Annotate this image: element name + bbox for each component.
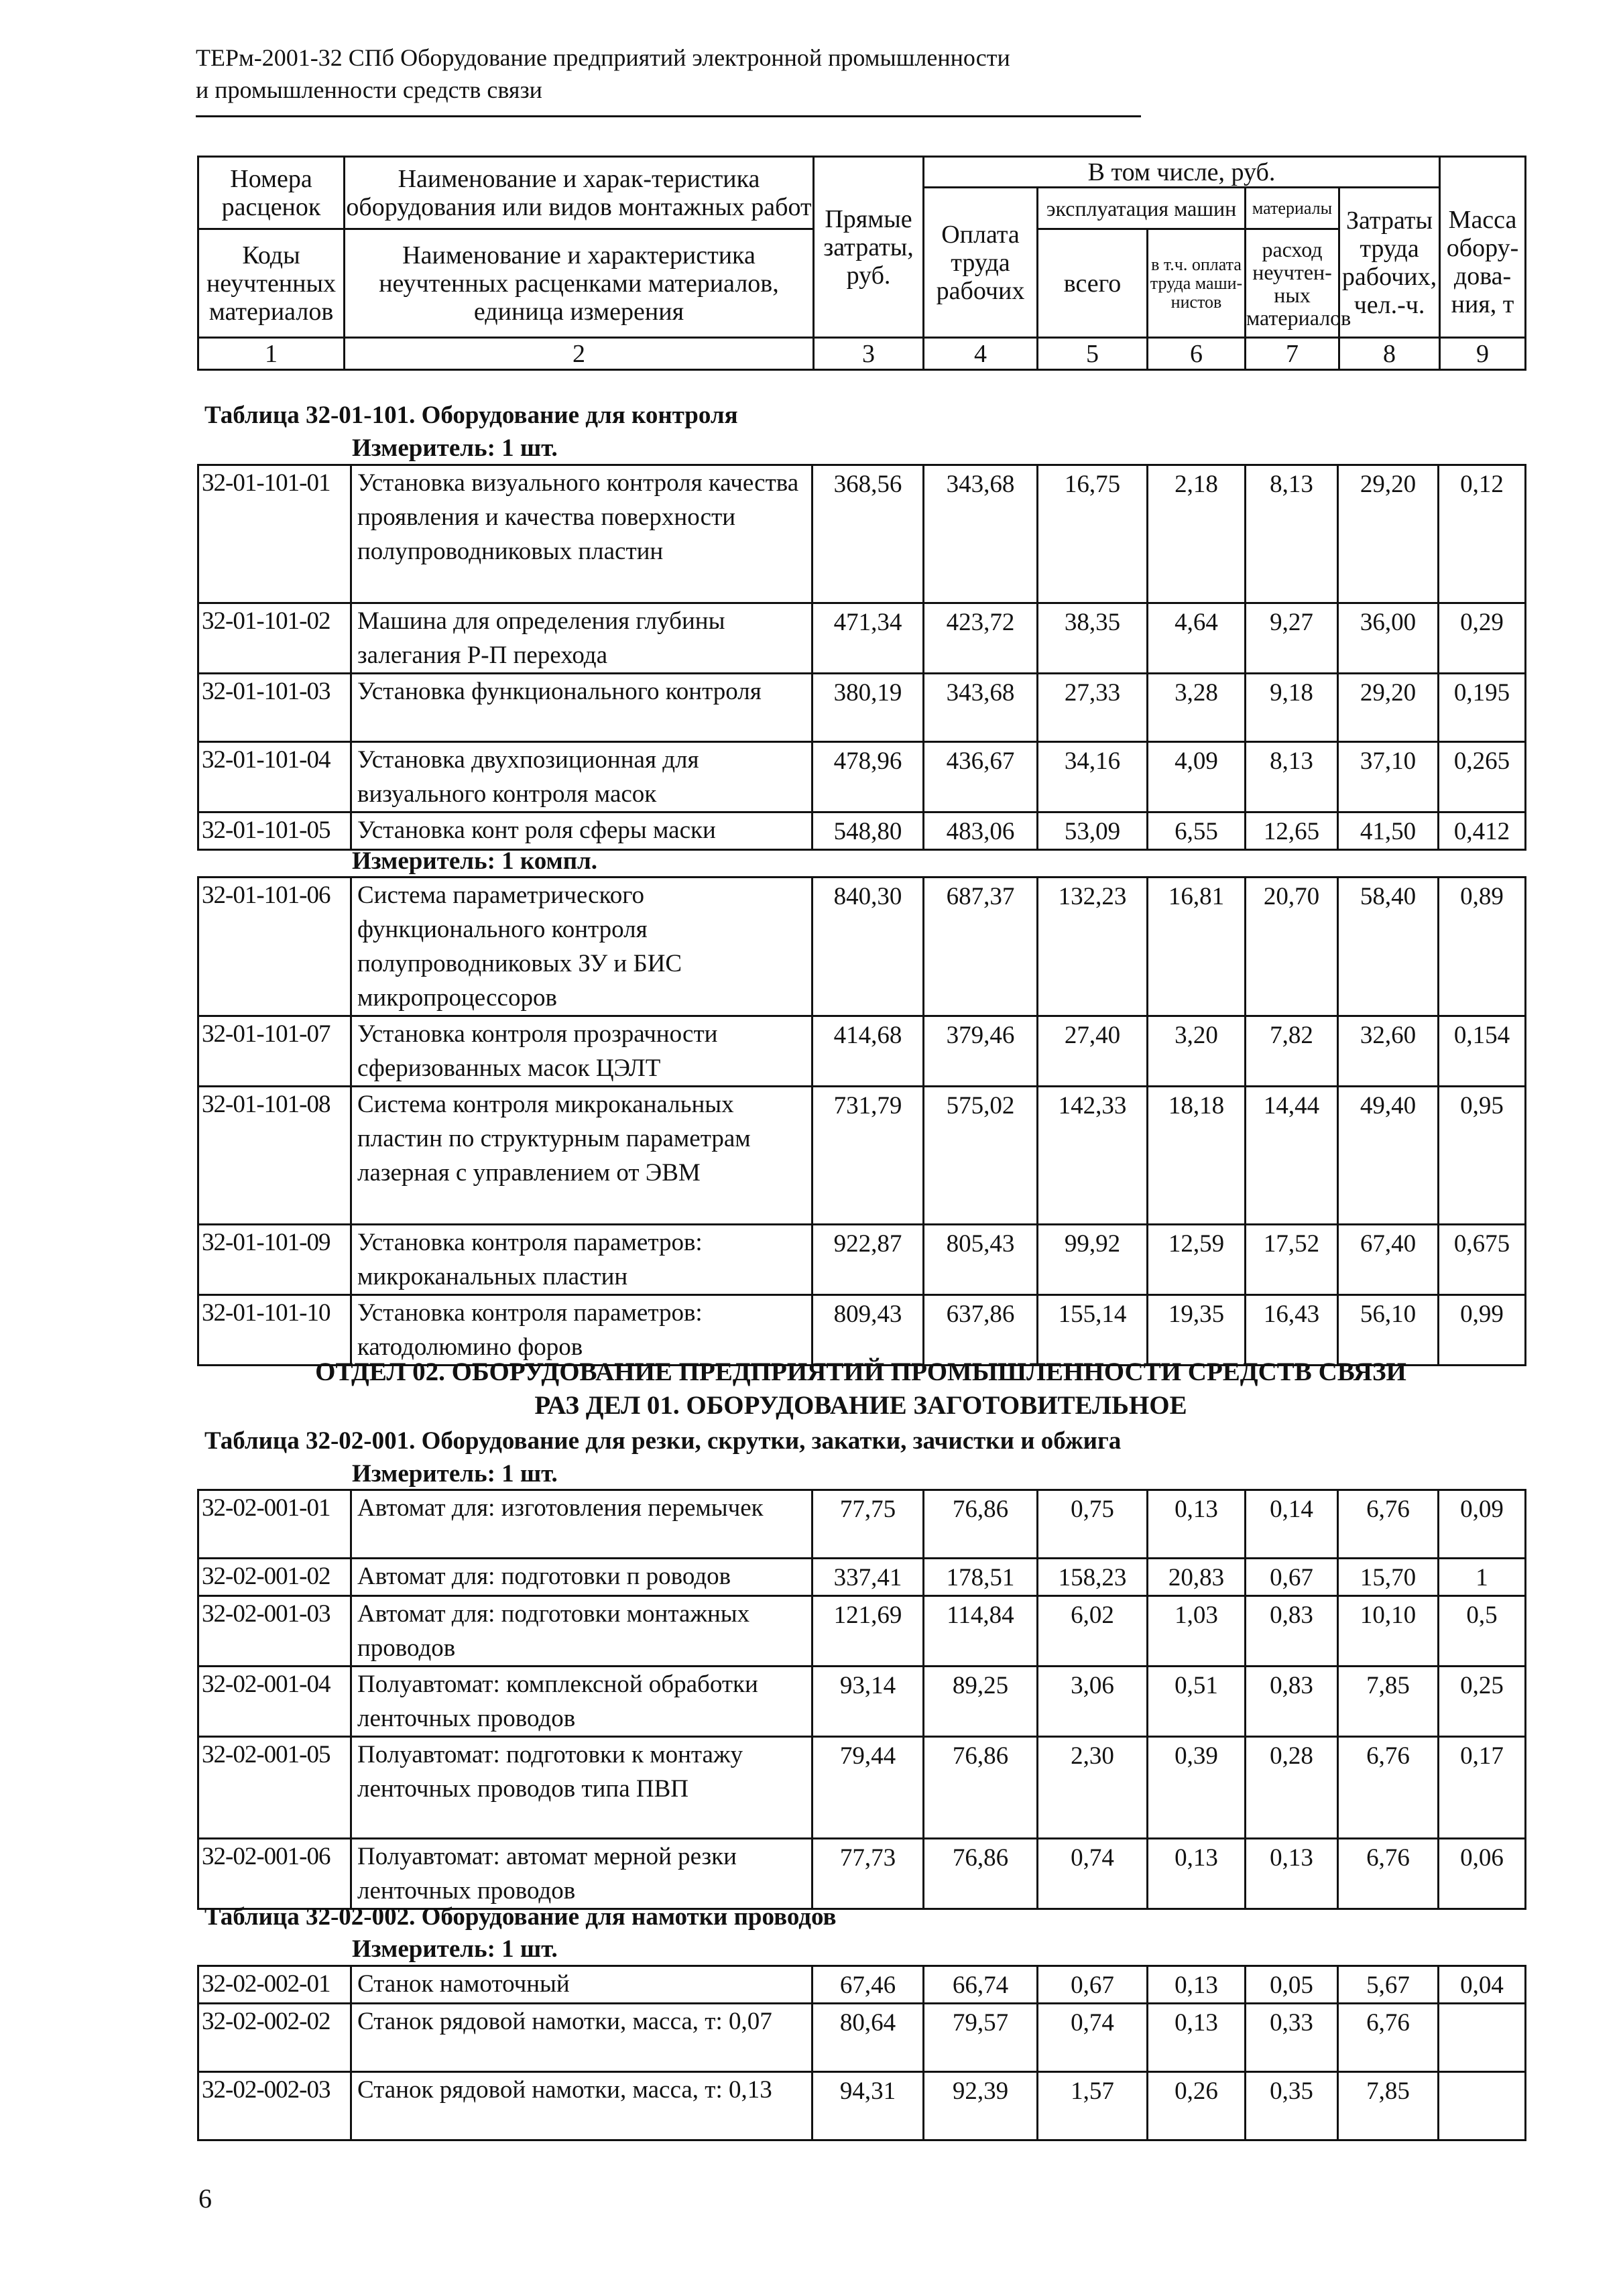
machine-costs-value: 34,16 bbox=[1038, 742, 1148, 812]
materials-value: 7,82 bbox=[1246, 1016, 1338, 1087]
rate-code: 32-02-001-02 bbox=[198, 1559, 351, 1596]
labor-hours-value: 5,67 bbox=[1338, 1966, 1439, 2004]
machine-costs-value: 1,57 bbox=[1038, 2072, 1148, 2140]
labor-hours-value: 6,76 bbox=[1338, 1490, 1439, 1559]
materials-value: 12,65 bbox=[1246, 812, 1338, 850]
rate-description: Автомат для: изготовления перемычек bbox=[351, 1490, 813, 1559]
labor-hours-value: 49,40 bbox=[1338, 1087, 1439, 1225]
table-row bbox=[198, 1087, 1526, 1225]
wages-value: 343,68 bbox=[924, 465, 1038, 603]
machine-costs-value: 3,06 bbox=[1038, 1667, 1148, 1737]
materials-value: 0,83 bbox=[1246, 1596, 1338, 1667]
col-number-6: 6 bbox=[1148, 338, 1246, 370]
col-header-labor: Затраты труда рабочих, чел.-ч. bbox=[1339, 188, 1440, 338]
rate-code: 32-02-002-02 bbox=[198, 2004, 351, 2072]
header-title-line-2: и промышленности средств связи bbox=[196, 76, 542, 103]
wages-value: 178,51 bbox=[924, 1559, 1038, 1596]
wages-value: 423,72 bbox=[924, 603, 1038, 674]
rate-table-32-01-101-part-2 bbox=[197, 876, 1526, 1366]
col-header-wages: Оплата труда рабочих bbox=[924, 188, 1038, 338]
wages-value: 483,06 bbox=[924, 812, 1038, 850]
rate-description: Станок рядовой намотки, масса, т: 0,13 bbox=[351, 2072, 813, 2140]
machine-costs-value: 0,74 bbox=[1038, 2004, 1148, 2072]
wages-value: 379,46 bbox=[924, 1016, 1038, 1087]
equipment-mass-value: 0,06 bbox=[1439, 1839, 1526, 1909]
machinist-wages-value: 16,81 bbox=[1148, 878, 1246, 1016]
labor-hours-value: 6,76 bbox=[1338, 1737, 1439, 1839]
wages-value: 637,86 bbox=[924, 1295, 1038, 1366]
equipment-mass-value: 0,5 bbox=[1439, 1596, 1526, 1667]
rate-code: 32-01-101-08 bbox=[198, 1087, 351, 1225]
rate-description: Установка контроля прозрачности сферизованных масок ЦЭЛТ bbox=[351, 1016, 813, 1087]
direct-costs-value: 94,31 bbox=[813, 2072, 924, 2140]
col-number-7: 7 bbox=[1246, 338, 1339, 370]
equipment-mass-value: 1 bbox=[1439, 1559, 1526, 1596]
rate-description: Полуавтомат: автомат мерной резки ленточных проводов bbox=[351, 1839, 813, 1909]
rate-code: 32-02-001-03 bbox=[198, 1596, 351, 1667]
materials-value: 14,44 bbox=[1246, 1087, 1338, 1225]
direct-costs-value: 121,69 bbox=[813, 1596, 924, 1667]
table-title-32-02-001: Таблица 32-02-001. Оборудование для резки, скрутки, закатки, зачистки и обжига bbox=[204, 1427, 1122, 1455]
table-row bbox=[198, 812, 1526, 850]
rate-code: 32-01-101-01 bbox=[198, 465, 351, 603]
direct-costs-value: 93,14 bbox=[813, 1667, 924, 1737]
labor-hours-value: 58,40 bbox=[1338, 878, 1439, 1016]
table-row bbox=[198, 1966, 1526, 2004]
col-number-4: 4 bbox=[924, 338, 1038, 370]
col-header-name-top: Наименование и харак-теристика оборудования или видов монтажных работ bbox=[345, 157, 814, 229]
col-header-blank bbox=[1440, 157, 1526, 188]
materials-value: 17,52 bbox=[1246, 1225, 1338, 1295]
col-header-codes-bottom: Коды неучтенных материалов bbox=[198, 229, 345, 338]
equipment-mass-value: 0,29 bbox=[1439, 603, 1526, 674]
machine-costs-value: 38,35 bbox=[1038, 603, 1148, 674]
rate-table-32-02-002 bbox=[197, 1965, 1526, 2141]
equipment-mass-value: 0,265 bbox=[1439, 742, 1526, 812]
labor-hours-value: 67,40 bbox=[1338, 1225, 1439, 1295]
rate-description: Система параметрического функционального контроля полупроводниковых ЗУ и БИС микропроцессоров bbox=[351, 878, 813, 1016]
wages-value: 66,74 bbox=[924, 1966, 1038, 2004]
col-header-name-bottom: Наименование и характеристика неучтенных расценками материалов, единица измерения bbox=[345, 229, 814, 338]
rate-code: 32-01-101-09 bbox=[198, 1225, 351, 1295]
col-number-2: 2 bbox=[345, 338, 814, 370]
machine-costs-value: 0,74 bbox=[1038, 1839, 1148, 1909]
equipment-mass-value: 0,154 bbox=[1439, 1016, 1526, 1087]
machine-costs-value: 53,09 bbox=[1038, 812, 1148, 850]
direct-costs-value: 731,79 bbox=[813, 1087, 924, 1225]
wages-value: 89,25 bbox=[924, 1667, 1038, 1737]
materials-value: 0,83 bbox=[1246, 1667, 1338, 1737]
direct-costs-value: 471,34 bbox=[813, 603, 924, 674]
machine-costs-value: 0,75 bbox=[1038, 1490, 1148, 1559]
direct-costs-value: 414,68 bbox=[813, 1016, 924, 1087]
materials-value: 0,28 bbox=[1246, 1737, 1338, 1839]
page-header bbox=[196, 42, 1141, 106]
direct-costs-value: 548,80 bbox=[813, 812, 924, 850]
table-row bbox=[198, 1225, 1526, 1295]
equipment-mass-value bbox=[1439, 2072, 1526, 2140]
col-header-machines: эксплуатация машин bbox=[1038, 188, 1246, 229]
wages-value: 575,02 bbox=[924, 1087, 1038, 1225]
wages-value: 436,67 bbox=[924, 742, 1038, 812]
machine-costs-value: 158,23 bbox=[1038, 1559, 1148, 1596]
col-header-materials-group: материалы bbox=[1246, 188, 1339, 229]
machinist-wages-value: 6,55 bbox=[1148, 812, 1246, 850]
direct-costs-value: 79,44 bbox=[813, 1737, 924, 1839]
section-heading-razdel: РАЗ ДЕЛ 01. ОБОРУДОВАНИЕ ЗАГОТОВИТЕЛЬНОЕ bbox=[534, 1391, 1187, 1420]
materials-value: 8,13 bbox=[1246, 742, 1338, 812]
table-row bbox=[198, 1839, 1526, 1909]
col-header-mach-wages: в т.ч. оплата труда маши-нистов bbox=[1148, 229, 1246, 338]
materials-value: 9,27 bbox=[1246, 603, 1338, 674]
equipment-mass-value bbox=[1439, 2004, 1526, 2072]
materials-value: 0,35 bbox=[1246, 2072, 1338, 2140]
machine-costs-value: 27,33 bbox=[1038, 674, 1148, 742]
machine-costs-value: 27,40 bbox=[1038, 1016, 1148, 1087]
column-number-row bbox=[198, 338, 1526, 370]
equipment-mass-value: 0,25 bbox=[1439, 1667, 1526, 1737]
col-header-materials: расход неучтен-ных материалов bbox=[1246, 229, 1339, 338]
materials-value: 0,05 bbox=[1246, 1966, 1338, 2004]
machine-costs-value: 155,14 bbox=[1038, 1295, 1148, 1366]
wages-value: 79,57 bbox=[924, 2004, 1038, 2072]
direct-costs-value: 809,43 bbox=[813, 1295, 924, 1366]
machinist-wages-value: 0,39 bbox=[1148, 1737, 1246, 1839]
direct-costs-value: 80,64 bbox=[813, 2004, 924, 2072]
equipment-mass-value: 0,17 bbox=[1439, 1737, 1526, 1839]
rate-description: Машина для определения глубины залегания Р-П перехода bbox=[351, 603, 813, 674]
labor-hours-value: 10,10 bbox=[1338, 1596, 1439, 1667]
machinist-wages-value: 0,13 bbox=[1148, 1490, 1246, 1559]
machine-costs-value: 6,02 bbox=[1038, 1596, 1148, 1667]
header-rule bbox=[196, 115, 1141, 117]
direct-costs-value: 478,96 bbox=[813, 742, 924, 812]
rate-description: Установка контроля параметров: катодолюмино форов bbox=[351, 1295, 813, 1366]
direct-costs-value: 380,19 bbox=[813, 674, 924, 742]
machine-costs-value: 2,30 bbox=[1038, 1737, 1148, 1839]
rate-code: 32-01-101-05 bbox=[198, 812, 351, 850]
rate-code: 32-02-001-05 bbox=[198, 1737, 351, 1839]
wages-value: 76,86 bbox=[924, 1737, 1038, 1839]
table-row bbox=[198, 465, 1526, 603]
unit-label: Измеритель: 1 шт. bbox=[352, 1935, 558, 1963]
rate-code: 32-01-101-10 bbox=[198, 1295, 351, 1366]
table-row bbox=[198, 603, 1526, 674]
rate-code: 32-01-101-04 bbox=[198, 742, 351, 812]
labor-hours-value: 56,10 bbox=[1338, 1295, 1439, 1366]
rate-code: 32-01-101-06 bbox=[198, 878, 351, 1016]
machinist-wages-value: 4,64 bbox=[1148, 603, 1246, 674]
table-row bbox=[198, 1295, 1526, 1366]
col-header-mass: Масса обору-дова-ния, т bbox=[1440, 188, 1526, 338]
machinist-wages-value: 0,13 bbox=[1148, 1839, 1246, 1909]
rate-description: Полуавтомат: комплексной обработки ленточных проводов bbox=[351, 1667, 813, 1737]
unit-label: Измеритель: 1 шт. bbox=[352, 434, 558, 462]
table-row bbox=[198, 1016, 1526, 1087]
materials-value: 0,67 bbox=[1246, 1559, 1338, 1596]
rate-code: 32-01-101-07 bbox=[198, 1016, 351, 1087]
rate-table-32-02-001 bbox=[197, 1489, 1526, 1910]
rate-description: Станок рядовой намотки, масса, т: 0,07 bbox=[351, 2004, 813, 2072]
wages-value: 114,84 bbox=[924, 1596, 1038, 1667]
wages-value: 343,68 bbox=[924, 674, 1038, 742]
col-header-direct-costs: Прямые затраты, руб. bbox=[814, 157, 924, 338]
labor-hours-value: 6,76 bbox=[1338, 2004, 1439, 2072]
rate-code: 32-01-101-03 bbox=[198, 674, 351, 742]
machinist-wages-value: 0,26 bbox=[1148, 2072, 1246, 2140]
rate-code: 32-02-002-01 bbox=[198, 1966, 351, 2004]
rate-description: Установка контроля параметров: микроканальных пластин bbox=[351, 1225, 813, 1295]
labor-hours-value: 15,70 bbox=[1338, 1559, 1439, 1596]
direct-costs-value: 840,30 bbox=[813, 878, 924, 1016]
col-header-codes-top: Номера расценок bbox=[198, 157, 345, 229]
wages-value: 92,39 bbox=[924, 2072, 1038, 2140]
machine-costs-value: 16,75 bbox=[1038, 465, 1148, 603]
table-row bbox=[198, 1596, 1526, 1667]
labor-hours-value: 36,00 bbox=[1338, 603, 1439, 674]
col-number-8: 8 bbox=[1339, 338, 1440, 370]
rate-code: 32-02-001-01 bbox=[198, 1490, 351, 1559]
rate-description: Система контроля микроканальных пластин по структурным параметрам лазерная с управлением от ЭВМ bbox=[351, 1087, 813, 1225]
machinist-wages-value: 4,09 bbox=[1148, 742, 1246, 812]
rate-description: Установка двухпозиционная для визуального контроля масок bbox=[351, 742, 813, 812]
col-number-5: 5 bbox=[1038, 338, 1148, 370]
machine-costs-value: 99,92 bbox=[1038, 1225, 1148, 1295]
labor-hours-value: 29,20 bbox=[1338, 674, 1439, 742]
rate-description: Установка функционального контроля bbox=[351, 674, 813, 742]
wages-value: 687,37 bbox=[924, 878, 1038, 1016]
table-title-32-01-101: Таблица 32-01-101. Оборудование для контроля bbox=[204, 402, 738, 429]
wages-value: 76,86 bbox=[924, 1839, 1038, 1909]
machinist-wages-value: 1,03 bbox=[1148, 1596, 1246, 1667]
materials-value: 0,13 bbox=[1246, 1839, 1338, 1909]
equipment-mass-value: 0,99 bbox=[1439, 1295, 1526, 1366]
table-row bbox=[198, 674, 1526, 742]
labor-hours-value: 6,76 bbox=[1338, 1839, 1439, 1909]
machinist-wages-value: 0,51 bbox=[1148, 1667, 1246, 1737]
wages-value: 76,86 bbox=[924, 1490, 1038, 1559]
rate-description: Установка конт роля сферы маски bbox=[351, 812, 813, 850]
machinist-wages-value: 3,28 bbox=[1148, 674, 1246, 742]
labor-hours-value: 29,20 bbox=[1338, 465, 1439, 603]
col-number-1: 1 bbox=[198, 338, 345, 370]
labor-hours-value: 7,85 bbox=[1338, 1667, 1439, 1737]
direct-costs-value: 368,56 bbox=[813, 465, 924, 603]
table-title-32-02-002: Таблица 32-02-002. Оборудование для намотки проводов bbox=[204, 1903, 837, 1931]
direct-costs-value: 67,46 bbox=[813, 1966, 924, 2004]
equipment-mass-value: 0,04 bbox=[1439, 1966, 1526, 2004]
labor-hours-value: 32,60 bbox=[1338, 1016, 1439, 1087]
rate-description: Полуавтомат: подготовки к монтажу ленточных проводов типа ПВП bbox=[351, 1737, 813, 1839]
direct-costs-value: 337,41 bbox=[813, 1559, 924, 1596]
machinist-wages-value: 18,18 bbox=[1148, 1087, 1246, 1225]
unit-label: Измеритель: 1 шт. bbox=[352, 1460, 558, 1488]
machine-costs-value: 0,67 bbox=[1038, 1966, 1148, 2004]
rate-code: 32-02-001-06 bbox=[198, 1839, 351, 1909]
section-heading-otdel: ОТДЕЛ 02. ОБОРУДОВАНИЕ ПРЕДПРИЯТИЙ ПРОМЫШЛЕННОСТИ СРЕДСТВ СВЯЗИ bbox=[315, 1357, 1406, 1386]
rate-description: Установка визуального контроля качества проявления и качества поверхности полупроводниковых пластин bbox=[351, 465, 813, 603]
materials-value: 9,18 bbox=[1246, 674, 1338, 742]
machine-costs-value: 142,33 bbox=[1038, 1087, 1148, 1225]
col-number-3: 3 bbox=[814, 338, 924, 370]
machinist-wages-value: 19,35 bbox=[1148, 1295, 1246, 1366]
rate-description: Автомат для: подготовки п роводов bbox=[351, 1559, 813, 1596]
machinist-wages-value: 12,59 bbox=[1148, 1225, 1246, 1295]
rate-code: 32-02-001-04 bbox=[198, 1667, 351, 1737]
materials-value: 8,13 bbox=[1246, 465, 1338, 603]
table-row bbox=[198, 1490, 1526, 1559]
equipment-mass-value: 0,12 bbox=[1439, 465, 1526, 603]
machinist-wages-value: 0,13 bbox=[1148, 1966, 1246, 2004]
column-header-table bbox=[197, 156, 1526, 371]
equipment-mass-value: 0,09 bbox=[1439, 1490, 1526, 1559]
labor-hours-value: 41,50 bbox=[1338, 812, 1439, 850]
rate-code: 32-01-101-02 bbox=[198, 603, 351, 674]
equipment-mass-value: 0,195 bbox=[1439, 674, 1526, 742]
table-row bbox=[198, 878, 1526, 1016]
col-header-incl: В том числе, руб. bbox=[924, 157, 1440, 188]
direct-costs-value: 922,87 bbox=[813, 1225, 924, 1295]
direct-costs-value: 77,75 bbox=[813, 1490, 924, 1559]
equipment-mass-value: 0,95 bbox=[1439, 1087, 1526, 1225]
rate-description: Автомат для: подготовки монтажных проводов bbox=[351, 1596, 813, 1667]
machine-costs-value: 132,23 bbox=[1038, 878, 1148, 1016]
materials-value: 16,43 bbox=[1246, 1295, 1338, 1366]
col-number-9: 9 bbox=[1440, 338, 1526, 370]
rate-description: Станок намоточный bbox=[351, 1966, 813, 2004]
table-row bbox=[198, 2004, 1526, 2072]
rate-code: 32-02-002-03 bbox=[198, 2072, 351, 2140]
table-row bbox=[198, 1737, 1526, 1839]
header-title-line-1: ТЕРм-2001-32 СПб Оборудование предприятий электронной промышленности bbox=[196, 44, 1010, 71]
materials-value: 0,14 bbox=[1246, 1490, 1338, 1559]
materials-value: 20,70 bbox=[1246, 878, 1338, 1016]
equipment-mass-value: 0,675 bbox=[1439, 1225, 1526, 1295]
labor-hours-value: 37,10 bbox=[1338, 742, 1439, 812]
wages-value: 805,43 bbox=[924, 1225, 1038, 1295]
machinist-wages-value: 0,13 bbox=[1148, 2004, 1246, 2072]
table-row bbox=[198, 1667, 1526, 1737]
direct-costs-value: 77,73 bbox=[813, 1839, 924, 1909]
equipment-mass-value: 0,89 bbox=[1439, 878, 1526, 1016]
table-row bbox=[198, 1559, 1526, 1596]
col-header-mach-total: всего bbox=[1038, 229, 1148, 338]
labor-hours-value: 7,85 bbox=[1338, 2072, 1439, 2140]
table-row bbox=[198, 2072, 1526, 2140]
rate-table-32-01-101-part-1 bbox=[197, 464, 1526, 851]
machinist-wages-value: 2,18 bbox=[1148, 465, 1246, 603]
equipment-mass-value: 0,412 bbox=[1439, 812, 1526, 850]
table-row bbox=[198, 742, 1526, 812]
page-number: 6 bbox=[198, 2183, 212, 2214]
machinist-wages-value: 3,20 bbox=[1148, 1016, 1246, 1087]
unit-label: Измеритель: 1 компл. bbox=[352, 847, 598, 875]
materials-value: 0,33 bbox=[1246, 2004, 1338, 2072]
machinist-wages-value: 20,83 bbox=[1148, 1559, 1246, 1596]
